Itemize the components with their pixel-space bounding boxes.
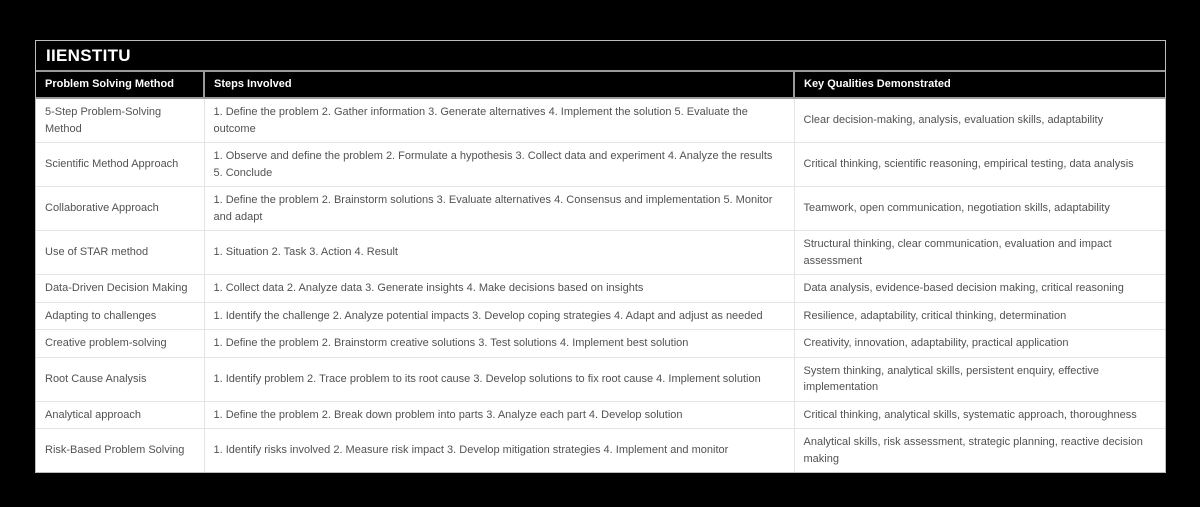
table-row — [36, 429, 1165, 473]
methods-table-panel — [35, 40, 1166, 473]
table-row — [36, 357, 1165, 401]
column-header-qualities: Key Qualities Demonstrated — [794, 72, 1165, 98]
table-row — [36, 330, 1165, 358]
column-header-method: Problem Solving Method — [36, 72, 204, 98]
steps-cell: 1. Define the problem 2. Break down problem into parts 3. Analyze each part 4. Develop solution — [204, 401, 794, 429]
qualities-cell: Teamwork, open communication, negotiation skills, adaptability — [794, 187, 1165, 231]
table-row — [36, 187, 1165, 231]
qualities-cell: Structural thinking, clear communication, evaluation and impact assessment — [794, 231, 1165, 275]
qualities-cell: Analytical skills, risk assessment, strategic planning, reactive decision making — [794, 429, 1165, 473]
qualities-cell: Critical thinking, scientific reasoning, empirical testing, data analysis — [794, 143, 1165, 187]
steps-cell: 1. Observe and define the problem 2. Formulate a hypothesis 3. Collect data and experiment 4. Analyze the results 5. Conclude — [204, 143, 794, 187]
steps-cell: 1. Define the problem 2. Gather information 3. Generate alternatives 4. Implement the solution 5. Evaluate the outcome — [204, 98, 794, 143]
table-row — [36, 231, 1165, 275]
steps-cell: 1. Identify risks involved 2. Measure risk impact 3. Develop mitigation strategies 4. Implement and monitor — [204, 429, 794, 473]
brand-title: IIENSTITU — [36, 41, 1165, 72]
problem-solving-methods-table — [36, 72, 1165, 472]
steps-cell: 1. Define the problem 2. Brainstorm creative solutions 3. Test solutions 4. Implement best solution — [204, 330, 794, 358]
qualities-cell: Clear decision-making, analysis, evaluation skills, adaptability — [794, 98, 1165, 143]
qualities-cell: Data analysis, evidence-based decision making, critical reasoning — [794, 275, 1165, 303]
steps-cell: 1. Identify the challenge 2. Analyze potential impacts 3. Develop coping strategies 4. Adapt and adjust as needed — [204, 302, 794, 330]
steps-cell: 1. Situation 2. Task 3. Action 4. Result — [204, 231, 794, 275]
table-row — [36, 275, 1165, 303]
table-row — [36, 401, 1165, 429]
method-cell: Collaborative Approach — [36, 187, 204, 231]
method-cell: Risk-Based Problem Solving — [36, 429, 204, 473]
steps-cell: 1. Collect data 2. Analyze data 3. Generate insights 4. Make decisions based on insights — [204, 275, 794, 303]
qualities-cell: System thinking, analytical skills, persistent enquiry, effective implementation — [794, 357, 1165, 401]
steps-cell: 1. Identify problem 2. Trace problem to its root cause 3. Develop solutions to fix root cause 4. Implement solution — [204, 357, 794, 401]
table-header-row — [36, 72, 1165, 98]
method-cell: Adapting to challenges — [36, 302, 204, 330]
qualities-cell: Critical thinking, analytical skills, systematic approach, thoroughness — [794, 401, 1165, 429]
table-row — [36, 98, 1165, 143]
method-cell: Data-Driven Decision Making — [36, 275, 204, 303]
qualities-cell: Creativity, innovation, adaptability, practical application — [794, 330, 1165, 358]
method-cell: Use of STAR method — [36, 231, 204, 275]
method-cell: Analytical approach — [36, 401, 204, 429]
table-row — [36, 302, 1165, 330]
qualities-cell: Resilience, adaptability, critical thinking, determination — [794, 302, 1165, 330]
method-cell: Root Cause Analysis — [36, 357, 204, 401]
table-row — [36, 143, 1165, 187]
method-cell: Scientific Method Approach — [36, 143, 204, 187]
steps-cell: 1. Define the problem 2. Brainstorm solutions 3. Evaluate alternatives 4. Consensus and implementation 5. Monitor and adapt — [204, 187, 794, 231]
column-header-steps: Steps Involved — [204, 72, 794, 98]
method-cell: 5-Step Problem-Solving Method — [45, 106, 162, 135]
method-cell: Creative problem-solving — [36, 330, 204, 358]
